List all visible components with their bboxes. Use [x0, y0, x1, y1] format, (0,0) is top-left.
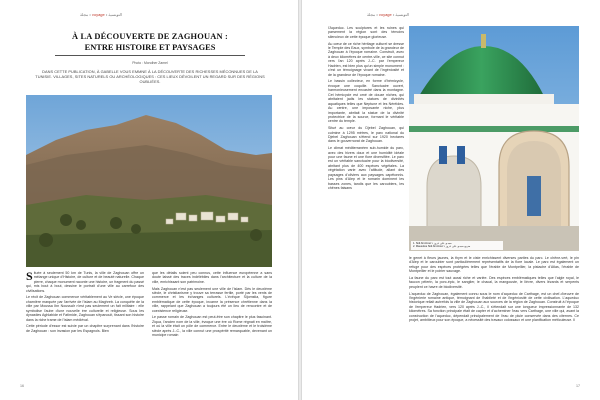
left-column-1 [26, 271, 144, 335]
running-head-left: مجلة • voyage • التونسية [80, 12, 123, 17]
photo-credit: Photo : Mondher Zamel [132, 60, 168, 65]
right-column-2 [409, 256, 579, 325]
left-page [0, 0, 298, 400]
title-rule [55, 55, 245, 56]
paragraph: Au cœur de ce riche héritage culturel se dresse le Temple des Eaux, symbole de la grandeur de Zaghouan à l'époque romaine. Construit, avec à deux kilomètres de centre-ville, ce site connut vers l'an 120 après J.-C. par l'empereur Hadrien, est bien plus qu'un simple monument : c'est un témoignage vivant de l'ingéniosité et de la grandeur de l'époque romaine. [328, 41, 404, 77]
paragraph: le genet à fleurs jaunes, la thym et le ciste enrichissent diverses parties du parc. Le chêne-vert, le pin d'Alep et le caroubier sont particulièrement représentatifs de la flore locale. Le parc est également un refuge pour des espèces protégées telles que l'érable de Montpellier, la pistache d'Atlas, l'érable de Montpellier et le poirier sauvage. [409, 256, 579, 274]
article-subtitle: ENTRE HISTOIRE ET PAYSAGES [84, 43, 216, 52]
caption-line: 2. Mausolée Sidi Ali Azouz • ضريح سيدي علي عزوز [413, 245, 471, 249]
page-number-right: 17 [576, 384, 580, 388]
left-column-2 [152, 271, 272, 340]
paragraph: que les détails soient peu connus, cette influence européenne a sans doute laissé des traces indélébiles dans l'architecture et la culture de la ville, enrichissant son patrimoine. [152, 271, 272, 284]
paragraph: Situé au cœur du Djebel Zaghouan, qui culmine à 1295 mètres, le parc national du Djebel Zaghouan s'étend sur 1920 hectares dans le gouvernorat de Zaghouan. [328, 126, 404, 144]
drop-cap: S [26, 269, 33, 283]
running-head-right: مجلة • voyage • التونسية [367, 12, 410, 17]
paragraph: Le bassin collecteur, en forme d'hémicycle, évoque une coquille. Sanctuaire ouvert, harmonieusement encastré dans la montagne. Cet hémicycle est orné de douze niches, qui abritaient jadis les statues de divinités aquatiques telles que Neptune et les Néréides. Au centre, une imposante niche, plus importante, abritait la statue de la divinité protectrice de la source, formant le véritable centre du temple. [328, 79, 404, 124]
mountain-village-photo [26, 95, 272, 267]
article-intro: DANS CETTE PUBLICATION, À GABELLE VOUS EMMNE À LA DÉCOUVERTE DES RICHESSES MÉCONNUES DE LA TUNISIE. VILLAGES, SITES NATURELS OU ARCHÉOLOGIQUES : CES LIEUX DÉVOILENT UN REGARD SUR DES RÉGIONS OUBLIÉES. [35, 68, 265, 84]
paragraph: l'Aqueduc. Les sculptures et les ruines qui parsement la région sont des témoins silencieux de cette époque glorieuse. [328, 26, 404, 39]
paragraph: L'aqueduc de Zaghouan, également connu sous le nom d'aqueduc de Carthage, est un chef-d'œuvre de l'ingénierie romaine antique, témoignant de l'habileté et de l'ingéniosité de cette civilisation. L'aqueduc historique reliait autrefois la ville de Zaghouan aux sources de la région de Zaghouan. Construit à l'époque de l'empereur Hadrien, vers 120 après J.-C., il s'étendait sur une longueur impressionnante de 132 kilomètres. Sa fonction principale était de capter et d'acheminer l'eau vers Carthage, une ville qui, avant la construction de l'aqueduc, dépendait principalement de l'eau de pluie conservée dans des citernes. Ce projet, ambitieux pour son époque, a nécessité des travaux colossaux et une planification méticuleuse. Il [409, 291, 579, 323]
right-page [302, 0, 600, 400]
paragraph: Le climat méditerranéen sub-humide du parc, avec des hivers doux et une humidité idéale pour une faune et une flore diversifiée. Le parc est un véritable sanctuaire pour la biodiversité, abritant plus de 400 espèces végétales. La végétation varie avec l'altitude, allant des paysages d'oliviers aux paysages capétonnis. Les pins d'Alep et le romarin dominent les basses zones, tandis que les caroubiers, les chênes faisans [328, 146, 404, 191]
paragraph: Le passe romain de Zaghouan est peut-être son chapitre le plus fascinant. Ziqua, l'ancien nom de la ville, évoque une ère où Rome régnait en maître, et où la ville était un pôle de commerce. Entre le deuxième et le troisième siècle après J.-C., la ville connut une prospérité remarquable, devenant un municipe romain [152, 315, 272, 338]
photo-caption [411, 241, 503, 250]
caption-line: 1. Sidi Ali Azouz • سيدي علي عزوز [413, 242, 452, 245]
mausoleum-photo [409, 26, 579, 251]
paragraph: Cette période d'essor est suivie par un chapitre surprenant dans l'histoire de Zaghouan : son invasion par les Espagnols. Bien [26, 324, 144, 333]
paragraph: Mais Zaghouan n'est pas seulement une ville de l'islam. Dès le deuxième siècle, le christianisme y trouve sa terrasse fertile, porté par les vents de commerce et les échanges culturels. L'évêque Sijomstia, figure emblématique de cette époque, incarne la présence chrétienne dans la ville, rappelant que Zaghouan a toujours été un lieu de rencontre et de coexistence religieuse. [152, 286, 272, 313]
article-title: À LA DÉCOUVERTE DE ZAGHOUAN : [71, 32, 229, 41]
article-header [28, 32, 272, 84]
page-number-left: 16 [20, 384, 24, 388]
paragraph: Le récit de Zaghouan commence véritablement au Ve siècle, une époque charnière marquée par l'arrivée de l'islam au Maghreb. La conquête de la ville par Moussa Ibn Noussaïr n'est pas seulement un fait militaire : elle symbolise l'aube d'une nouvelle ère culturelle et religieuse. Sous les dynasties Aghlabide et Fatimide, Zaghouan s'épanouit, tissant son histoire dans la riche trame de l'islam médiéval. [26, 295, 144, 322]
paragraph: Située à seulement 50 km de Tunis, la ville de Zaghouan offre un mélange unique d'Histoire, de culture et de beauté naturelle. Chaque pierre, chaque monument raconte une histoire, un fragment du passé qui, mis bout à bout, dessine le portrait d'une ville au carrefour des civilisations. [26, 269, 144, 293]
right-column-1 [328, 26, 404, 193]
paragraph: La faune du parc est tout aussi riche et variée. Des espèces emblématiques telles que l'aigle royal, le faucon pèlerin, la porc-épic, le sanglier, le chacal, la mangouste, le lièvre, divers lézards et serpents peuplent ce havre de biodiversité. [409, 276, 579, 289]
